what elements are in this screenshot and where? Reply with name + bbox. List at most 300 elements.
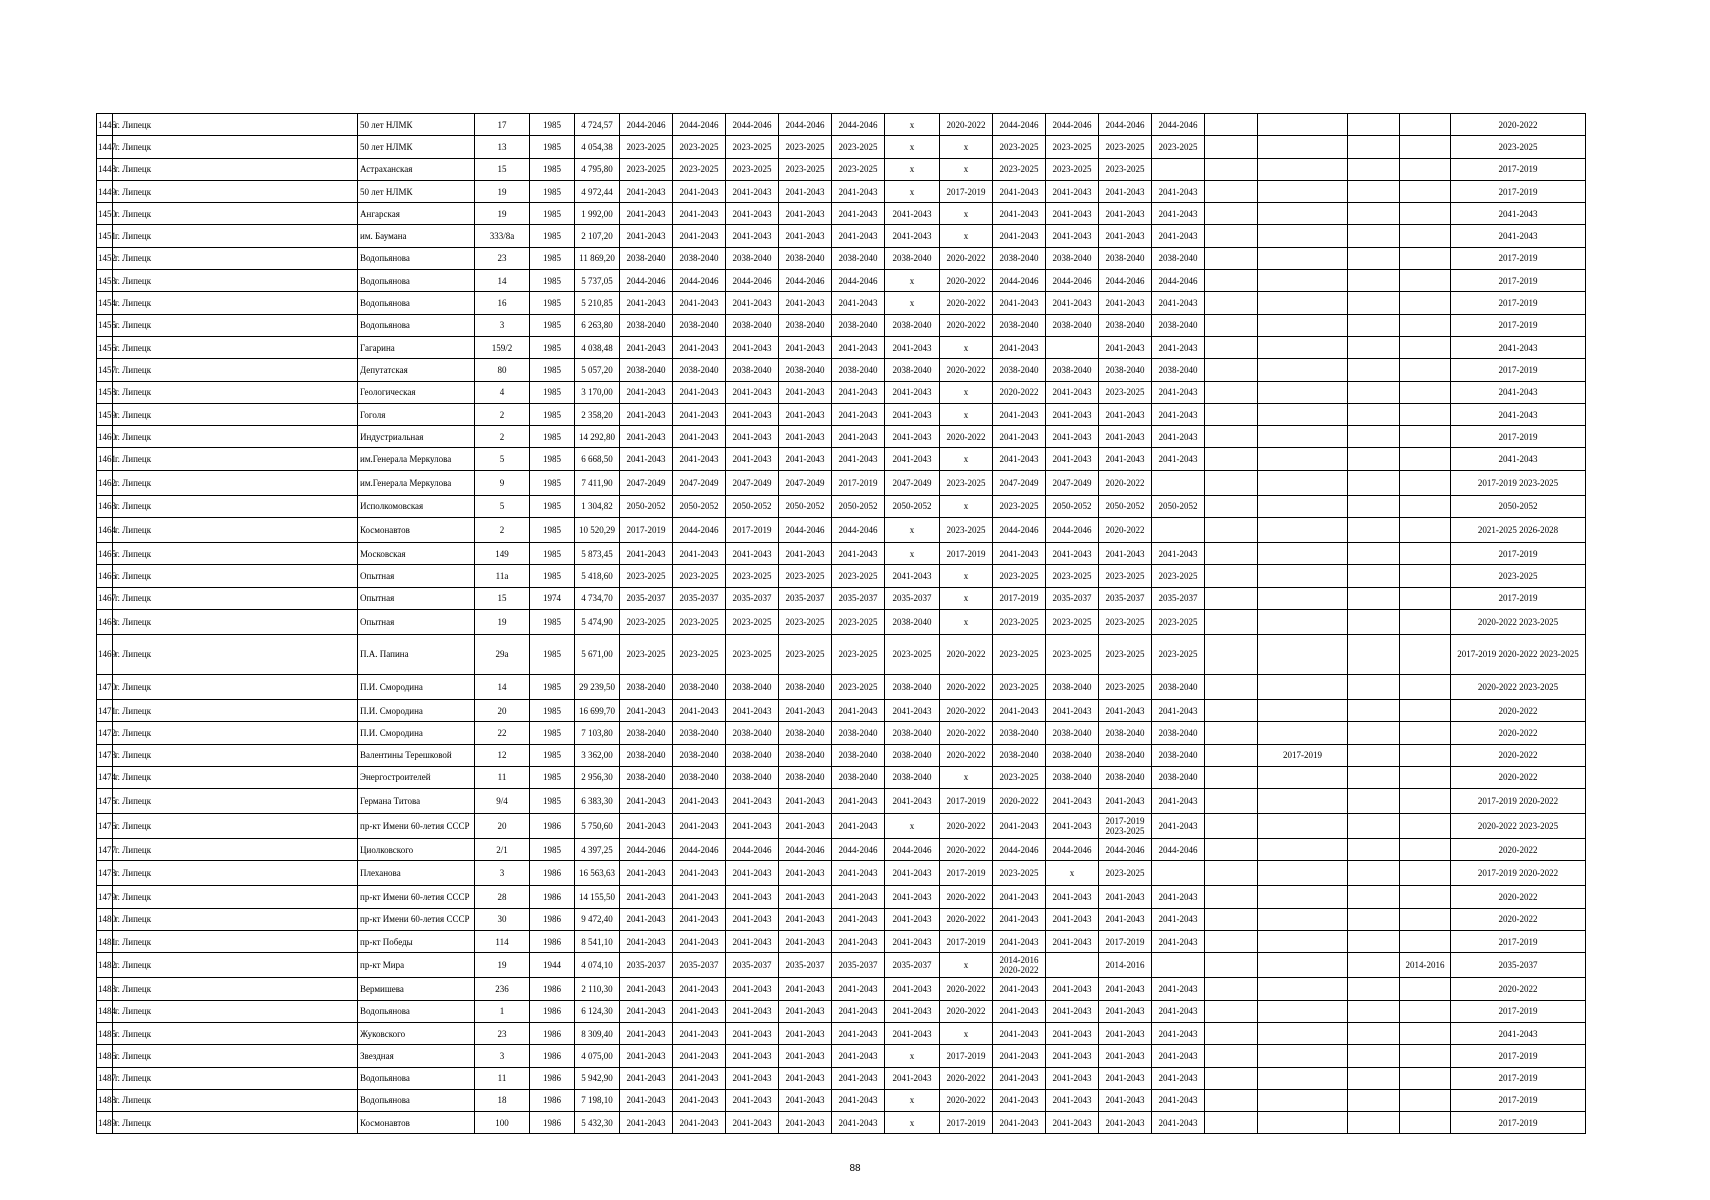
cell-street: Водопьянова <box>358 270 475 292</box>
cell-period-16: 2017-2019 <box>1451 314 1586 336</box>
table-row <box>97 426 1586 448</box>
cell-area: 29 239,50 <box>575 674 620 699</box>
cell-period-7: 2023-2025 <box>940 518 993 543</box>
cell-period-13 <box>1258 543 1348 565</box>
cell-period-4: 2035-2037 <box>779 587 832 609</box>
cell-period-10: 2017-2019 2023-2025 <box>1099 814 1152 839</box>
cell-period-13 <box>1258 978 1348 1000</box>
cell-period-10: 2041-2043 <box>1099 1045 1152 1067</box>
cell-period-16: 2041-2043 <box>1451 381 1586 403</box>
cell-period-13 <box>1258 180 1348 202</box>
cell-area: 5 474,90 <box>575 609 620 634</box>
cell-house-number: 11 <box>475 1067 530 1089</box>
cell-period-13 <box>1258 381 1348 403</box>
table-row <box>97 470 1586 495</box>
cell-year-built: 1985 <box>530 336 575 358</box>
cell-period-16: 2017-2019 <box>1451 180 1586 202</box>
cell-period-7: х <box>940 766 993 788</box>
cell-period-15 <box>1400 766 1451 788</box>
cell-row-number: 1451 <box>97 225 113 247</box>
cell-period-2: 2041-2043 <box>673 1022 726 1044</box>
cell-period-2: 2023-2025 <box>673 609 726 634</box>
cell-period-9: 2044-2046 <box>1046 114 1099 136</box>
cell-period-7: х <box>940 403 993 425</box>
cell-period-3: 2044-2046 <box>726 270 779 292</box>
cell-city: г. Липецк <box>113 674 358 699</box>
cell-house-number: 20 <box>475 814 530 839</box>
cell-period-10: 2044-2046 <box>1099 270 1152 292</box>
cell-period-4: 2041-2043 <box>779 1112 832 1134</box>
cell-area: 4 972,44 <box>575 180 620 202</box>
cell-period-13 <box>1258 403 1348 425</box>
cell-period-8: 2044-2046 <box>993 518 1046 543</box>
cell-period-4: 2044-2046 <box>779 114 832 136</box>
cell-period-13 <box>1258 426 1348 448</box>
cell-period-2: 2038-2040 <box>673 722 726 744</box>
cell-area: 7 198,10 <box>575 1089 620 1111</box>
cell-year-built: 1985 <box>530 292 575 314</box>
cell-street: П.И. Смородина <box>358 674 475 699</box>
cell-period-10: 2041-2043 <box>1099 403 1152 425</box>
cell-period-12 <box>1205 1022 1258 1044</box>
cell-period-11: 2041-2043 <box>1152 1089 1205 1111</box>
cell-city: г. Липецк <box>113 565 358 587</box>
cell-period-13 <box>1258 953 1348 978</box>
cell-area: 6 124,30 <box>575 1000 620 1022</box>
cell-period-13 <box>1258 1045 1348 1067</box>
cell-street: Водопьянова <box>358 1067 475 1089</box>
cell-period-15 <box>1400 565 1451 587</box>
table-row <box>97 609 1586 634</box>
cell-area: 4 074,10 <box>575 953 620 978</box>
cell-period-12 <box>1205 359 1258 381</box>
cell-period-3: 2041-2043 <box>726 1000 779 1022</box>
cell-period-6: 2041-2043 <box>885 978 940 1000</box>
cell-period-15 <box>1400 336 1451 358</box>
cell-city: г. Липецк <box>113 766 358 788</box>
cell-period-13 <box>1258 136 1348 158</box>
cell-period-12 <box>1205 766 1258 788</box>
cell-period-8: 2041-2043 <box>993 1000 1046 1022</box>
cell-period-3: 2041-2043 <box>726 426 779 448</box>
cell-area: 11 869,20 <box>575 247 620 269</box>
cell-house-number: 4 <box>475 381 530 403</box>
cell-period-13 <box>1258 292 1348 314</box>
cell-area: 5 432,30 <box>575 1112 620 1134</box>
cell-period-14 <box>1348 314 1400 336</box>
cell-period-4: 2041-2043 <box>779 814 832 839</box>
cell-street: Опытная <box>358 565 475 587</box>
cell-area: 1 304,82 <box>575 495 620 517</box>
cell-period-13 <box>1258 1000 1348 1022</box>
cell-period-8: 2023-2025 <box>993 158 1046 180</box>
cell-period-6: 2041-2043 <box>885 886 940 908</box>
cell-period-4: 2041-2043 <box>779 1022 832 1044</box>
cell-period-16: 2017-2019 2020-2022 <box>1451 861 1586 886</box>
cell-period-5: 2041-2043 <box>832 886 885 908</box>
cell-period-2: 2041-2043 <box>673 978 726 1000</box>
cell-period-9 <box>1046 336 1099 358</box>
cell-period-3: 2041-2043 <box>726 886 779 908</box>
cell-period-12 <box>1205 565 1258 587</box>
cell-period-8: 2041-2043 <box>993 448 1046 470</box>
cell-period-8: 2023-2025 <box>993 861 1046 886</box>
cell-period-8: 2023-2025 <box>993 136 1046 158</box>
cell-period-5: 2041-2043 <box>832 426 885 448</box>
cell-city: г. Липецк <box>113 1045 358 1067</box>
cell-city: г. Липецк <box>113 114 358 136</box>
cell-period-9: х <box>1046 861 1099 886</box>
cell-period-5: 2041-2043 <box>832 403 885 425</box>
cell-period-15 <box>1400 839 1451 861</box>
cell-period-10: 2041-2043 <box>1099 886 1152 908</box>
cell-period-16: 2017-2019 <box>1451 426 1586 448</box>
cell-period-15 <box>1400 270 1451 292</box>
cell-period-3: 2023-2025 <box>726 158 779 180</box>
cell-period-6: 2023-2025 <box>885 634 940 674</box>
cell-street: Валентины Терешковой <box>358 744 475 766</box>
cell-period-11: 2023-2025 <box>1152 609 1205 634</box>
cell-row-number: 1479 <box>97 886 113 908</box>
cell-period-3: 2041-2043 <box>726 1112 779 1134</box>
cell-period-5: 2041-2043 <box>832 1000 885 1022</box>
cell-year-built: 1985 <box>530 722 575 744</box>
cell-period-1: 2041-2043 <box>620 225 673 247</box>
cell-area: 2 110,30 <box>575 978 620 1000</box>
cell-period-9: 2023-2025 <box>1046 634 1099 674</box>
cell-period-15 <box>1400 978 1451 1000</box>
cell-period-6: 2038-2040 <box>885 609 940 634</box>
cell-period-9: 2038-2040 <box>1046 674 1099 699</box>
cell-street: Жуковского <box>358 1022 475 1044</box>
cell-period-1: 2041-2043 <box>620 1045 673 1067</box>
cell-period-4: 2041-2043 <box>779 225 832 247</box>
cell-period-4: 2041-2043 <box>779 403 832 425</box>
cell-street: Звездная <box>358 1045 475 1067</box>
cell-period-9: 2044-2046 <box>1046 839 1099 861</box>
cell-city: г. Липецк <box>113 722 358 744</box>
cell-period-15 <box>1400 136 1451 158</box>
cell-period-7: 2020-2022 <box>940 744 993 766</box>
cell-period-15 <box>1400 908 1451 930</box>
cell-house-number: 100 <box>475 1112 530 1134</box>
cell-period-7: х <box>940 203 993 225</box>
cell-period-10: 2041-2043 <box>1099 1089 1152 1111</box>
cell-period-10: 2041-2043 <box>1099 203 1152 225</box>
cell-period-5: 2041-2043 <box>832 978 885 1000</box>
cell-period-14 <box>1348 1000 1400 1022</box>
cell-period-1: 2017-2019 <box>620 518 673 543</box>
cell-period-1: 2038-2040 <box>620 314 673 336</box>
cell-period-3: 2041-2043 <box>726 978 779 1000</box>
cell-period-2: 2041-2043 <box>673 448 726 470</box>
cell-period-1: 2038-2040 <box>620 359 673 381</box>
cell-year-built: 1985 <box>530 203 575 225</box>
cell-period-7: 2020-2022 <box>940 674 993 699</box>
cell-period-10: 2023-2025 <box>1099 136 1152 158</box>
cell-period-1: 2041-2043 <box>620 1089 673 1111</box>
cell-year-built: 1985 <box>530 136 575 158</box>
cell-period-11: 2041-2043 <box>1152 789 1205 814</box>
cell-period-8: 2038-2040 <box>993 314 1046 336</box>
cell-period-11: 2041-2043 <box>1152 814 1205 839</box>
cell-year-built: 1986 <box>530 861 575 886</box>
cell-period-1: 2041-2043 <box>620 203 673 225</box>
cell-house-number: 2 <box>475 403 530 425</box>
cell-period-9: 2041-2043 <box>1046 886 1099 908</box>
cell-period-12 <box>1205 978 1258 1000</box>
cell-period-16: 2023-2025 <box>1451 136 1586 158</box>
cell-row-number: 1471 <box>97 699 113 721</box>
cell-area: 4 397,25 <box>575 839 620 861</box>
cell-period-12 <box>1205 634 1258 674</box>
cell-period-7: х <box>940 609 993 634</box>
cell-period-12 <box>1205 114 1258 136</box>
cell-period-2: 2041-2043 <box>673 180 726 202</box>
cell-house-number: 13 <box>475 136 530 158</box>
cell-year-built: 1985 <box>530 565 575 587</box>
cell-period-16: 2017-2019 <box>1451 1067 1586 1089</box>
cell-period-16: 2021-2025 2026-2028 <box>1451 518 1586 543</box>
cell-period-5: 2041-2043 <box>832 180 885 202</box>
cell-period-2: 2041-2043 <box>673 789 726 814</box>
table-row <box>97 292 1586 314</box>
cell-period-15 <box>1400 1067 1451 1089</box>
cell-period-10: 2023-2025 <box>1099 609 1152 634</box>
cell-period-15 <box>1400 543 1451 565</box>
cell-city: г. Липецк <box>113 699 358 721</box>
cell-period-3: 2035-2037 <box>726 953 779 978</box>
cell-period-6: 2041-2043 <box>885 225 940 247</box>
cell-period-1: 2023-2025 <box>620 136 673 158</box>
cell-area: 2 956,30 <box>575 766 620 788</box>
cell-period-14 <box>1348 908 1400 930</box>
cell-street: пр-кт Мира <box>358 953 475 978</box>
cell-period-8: 2041-2043 <box>993 225 1046 247</box>
cell-city: г. Липецк <box>113 270 358 292</box>
cell-period-1: 2041-2043 <box>620 1000 673 1022</box>
cell-year-built: 1985 <box>530 426 575 448</box>
cell-period-14 <box>1348 403 1400 425</box>
cell-city: г. Липецк <box>113 1067 358 1089</box>
cell-period-7: 2020-2022 <box>940 634 993 674</box>
cell-period-16: 2020-2022 <box>1451 886 1586 908</box>
cell-period-13 <box>1258 861 1348 886</box>
cell-period-11: 2023-2025 <box>1152 634 1205 674</box>
cell-period-2: 2044-2046 <box>673 518 726 543</box>
cell-period-12 <box>1205 744 1258 766</box>
cell-period-14 <box>1348 359 1400 381</box>
cell-period-9: 2035-2037 <box>1046 587 1099 609</box>
cell-period-2: 2044-2046 <box>673 839 726 861</box>
cell-period-14 <box>1348 674 1400 699</box>
cell-period-10: 2041-2043 <box>1099 1022 1152 1044</box>
cell-period-10: 2041-2043 <box>1099 1000 1152 1022</box>
table-row <box>97 861 1586 886</box>
cell-period-9: 2038-2040 <box>1046 766 1099 788</box>
cell-period-10: 2014-2016 <box>1099 953 1152 978</box>
cell-period-15 <box>1400 203 1451 225</box>
cell-period-12 <box>1205 789 1258 814</box>
cell-period-15 <box>1400 225 1451 247</box>
cell-period-12 <box>1205 908 1258 930</box>
cell-period-12 <box>1205 448 1258 470</box>
cell-period-8: 2041-2043 <box>993 292 1046 314</box>
cell-area: 4 734,70 <box>575 587 620 609</box>
cell-period-5: 2023-2025 <box>832 674 885 699</box>
cell-period-10: 2041-2043 <box>1099 543 1152 565</box>
cell-period-5: 2044-2046 <box>832 518 885 543</box>
cell-period-16: 2017-2019 <box>1451 292 1586 314</box>
cell-period-14 <box>1348 789 1400 814</box>
cell-area: 5 873,45 <box>575 543 620 565</box>
cell-period-14 <box>1348 180 1400 202</box>
cell-period-3: 2038-2040 <box>726 722 779 744</box>
cell-period-6: 2047-2049 <box>885 470 940 495</box>
cell-area: 6 263,80 <box>575 314 620 336</box>
cell-area: 5 942,90 <box>575 1067 620 1089</box>
cell-house-number: 19 <box>475 180 530 202</box>
cell-period-16: 2023-2025 <box>1451 565 1586 587</box>
cell-period-9: 2023-2025 <box>1046 136 1099 158</box>
cell-period-11: 2041-2043 <box>1152 931 1205 953</box>
cell-period-6: х <box>885 114 940 136</box>
cell-period-16: 2017-2019 <box>1451 543 1586 565</box>
cell-period-6: 2041-2043 <box>885 861 940 886</box>
cell-period-10: 2038-2040 <box>1099 766 1152 788</box>
cell-period-5: 2038-2040 <box>832 766 885 788</box>
cell-area: 2 107,20 <box>575 225 620 247</box>
cell-period-4: 2041-2043 <box>779 180 832 202</box>
cell-period-13: 2017-2019 <box>1258 744 1348 766</box>
cell-period-14 <box>1348 114 1400 136</box>
cell-period-4: 2023-2025 <box>779 136 832 158</box>
cell-area: 6 383,30 <box>575 789 620 814</box>
cell-period-6: х <box>885 180 940 202</box>
cell-period-10: 2023-2025 <box>1099 158 1152 180</box>
cell-area: 4 075,00 <box>575 1045 620 1067</box>
cell-period-8: 2041-2043 <box>993 1067 1046 1089</box>
cell-year-built: 1986 <box>530 1045 575 1067</box>
cell-period-11: 2041-2043 <box>1152 543 1205 565</box>
cell-house-number: 9/4 <box>475 789 530 814</box>
cell-period-10: 2041-2043 <box>1099 426 1152 448</box>
cell-house-number: 2/1 <box>475 839 530 861</box>
cell-period-4: 2038-2040 <box>779 314 832 336</box>
cell-period-5: 2038-2040 <box>832 744 885 766</box>
cell-period-5: 2050-2052 <box>832 495 885 517</box>
cell-area: 5 418,60 <box>575 565 620 587</box>
cell-period-11: 2041-2043 <box>1152 908 1205 930</box>
cell-period-5: 2041-2043 <box>832 1045 885 1067</box>
cell-period-16: 2041-2043 <box>1451 203 1586 225</box>
cell-area: 8 309,40 <box>575 1022 620 1044</box>
cell-period-12 <box>1205 886 1258 908</box>
cell-period-7: 2017-2019 <box>940 789 993 814</box>
cell-period-10: 2017-2019 <box>1099 931 1152 953</box>
cell-year-built: 1985 <box>530 495 575 517</box>
cell-house-number: 20 <box>475 699 530 721</box>
cell-city: г. Липецк <box>113 861 358 886</box>
cell-period-13 <box>1258 314 1348 336</box>
cell-year-built: 1986 <box>530 1112 575 1134</box>
cell-city: г. Липецк <box>113 180 358 202</box>
cell-period-13 <box>1258 839 1348 861</box>
cell-period-3: 2023-2025 <box>726 634 779 674</box>
cell-period-4: 2041-2043 <box>779 203 832 225</box>
cell-period-10: 2041-2043 <box>1099 1067 1152 1089</box>
cell-period-6: 2038-2040 <box>885 314 940 336</box>
cell-year-built: 1985 <box>530 158 575 180</box>
cell-period-12 <box>1205 699 1258 721</box>
cell-period-14 <box>1348 136 1400 158</box>
cell-period-16: 2017-2019 <box>1451 158 1586 180</box>
cell-period-9: 2041-2043 <box>1046 403 1099 425</box>
cell-period-8: 2041-2043 <box>993 1112 1046 1134</box>
cell-period-10: 2038-2040 <box>1099 247 1152 269</box>
cell-period-14 <box>1348 470 1400 495</box>
cell-period-4: 2041-2043 <box>779 1000 832 1022</box>
cell-period-1: 2047-2049 <box>620 470 673 495</box>
cell-period-16: 2050-2052 <box>1451 495 1586 517</box>
cell-street: Космонавтов <box>358 1112 475 1134</box>
cell-city: г. Липецк <box>113 336 358 358</box>
cell-period-2: 2041-2043 <box>673 814 726 839</box>
cell-period-13 <box>1258 674 1348 699</box>
cell-area: 3 170,00 <box>575 381 620 403</box>
cell-row-number: 1467 <box>97 587 113 609</box>
cell-period-16: 2020-2022 <box>1451 839 1586 861</box>
cell-period-12 <box>1205 674 1258 699</box>
cell-period-3: 2041-2043 <box>726 814 779 839</box>
cell-area: 9 472,40 <box>575 908 620 930</box>
cell-period-7: х <box>940 953 993 978</box>
cell-period-3: 2041-2043 <box>726 225 779 247</box>
cell-period-1: 2044-2046 <box>620 270 673 292</box>
cell-period-4: 2044-2046 <box>779 518 832 543</box>
cell-period-16: 2020-2022 <box>1451 744 1586 766</box>
table-row <box>97 1000 1586 1022</box>
cell-row-number: 1470 <box>97 674 113 699</box>
cell-period-16: 2020-2022 2023-2025 <box>1451 609 1586 634</box>
cell-period-12 <box>1205 609 1258 634</box>
cell-period-10: 2041-2043 <box>1099 908 1152 930</box>
cell-period-15 <box>1400 931 1451 953</box>
cell-period-8: 2017-2019 <box>993 587 1046 609</box>
cell-period-9: 2050-2052 <box>1046 495 1099 517</box>
cell-period-1: 2041-2043 <box>620 1022 673 1044</box>
table-row <box>97 203 1586 225</box>
cell-period-4: 2041-2043 <box>779 448 832 470</box>
cell-period-3: 2017-2019 <box>726 518 779 543</box>
cell-period-9: 2041-2043 <box>1046 203 1099 225</box>
cell-period-6: 2041-2043 <box>885 1022 940 1044</box>
cell-year-built: 1986 <box>530 978 575 1000</box>
cell-house-number: 80 <box>475 359 530 381</box>
cell-year-built: 1985 <box>530 114 575 136</box>
cell-period-16: 2017-2019 <box>1451 1089 1586 1111</box>
cell-period-7: 2017-2019 <box>940 543 993 565</box>
table-row <box>97 953 1586 978</box>
cell-period-12 <box>1205 931 1258 953</box>
cell-period-7: 2017-2019 <box>940 1045 993 1067</box>
cell-year-built: 1986 <box>530 1022 575 1044</box>
cell-period-16: 2017-2019 <box>1451 247 1586 269</box>
cell-period-16: 2041-2043 <box>1451 403 1586 425</box>
cell-period-2: 2038-2040 <box>673 247 726 269</box>
cell-period-9: 2041-2043 <box>1046 180 1099 202</box>
cell-period-14 <box>1348 518 1400 543</box>
